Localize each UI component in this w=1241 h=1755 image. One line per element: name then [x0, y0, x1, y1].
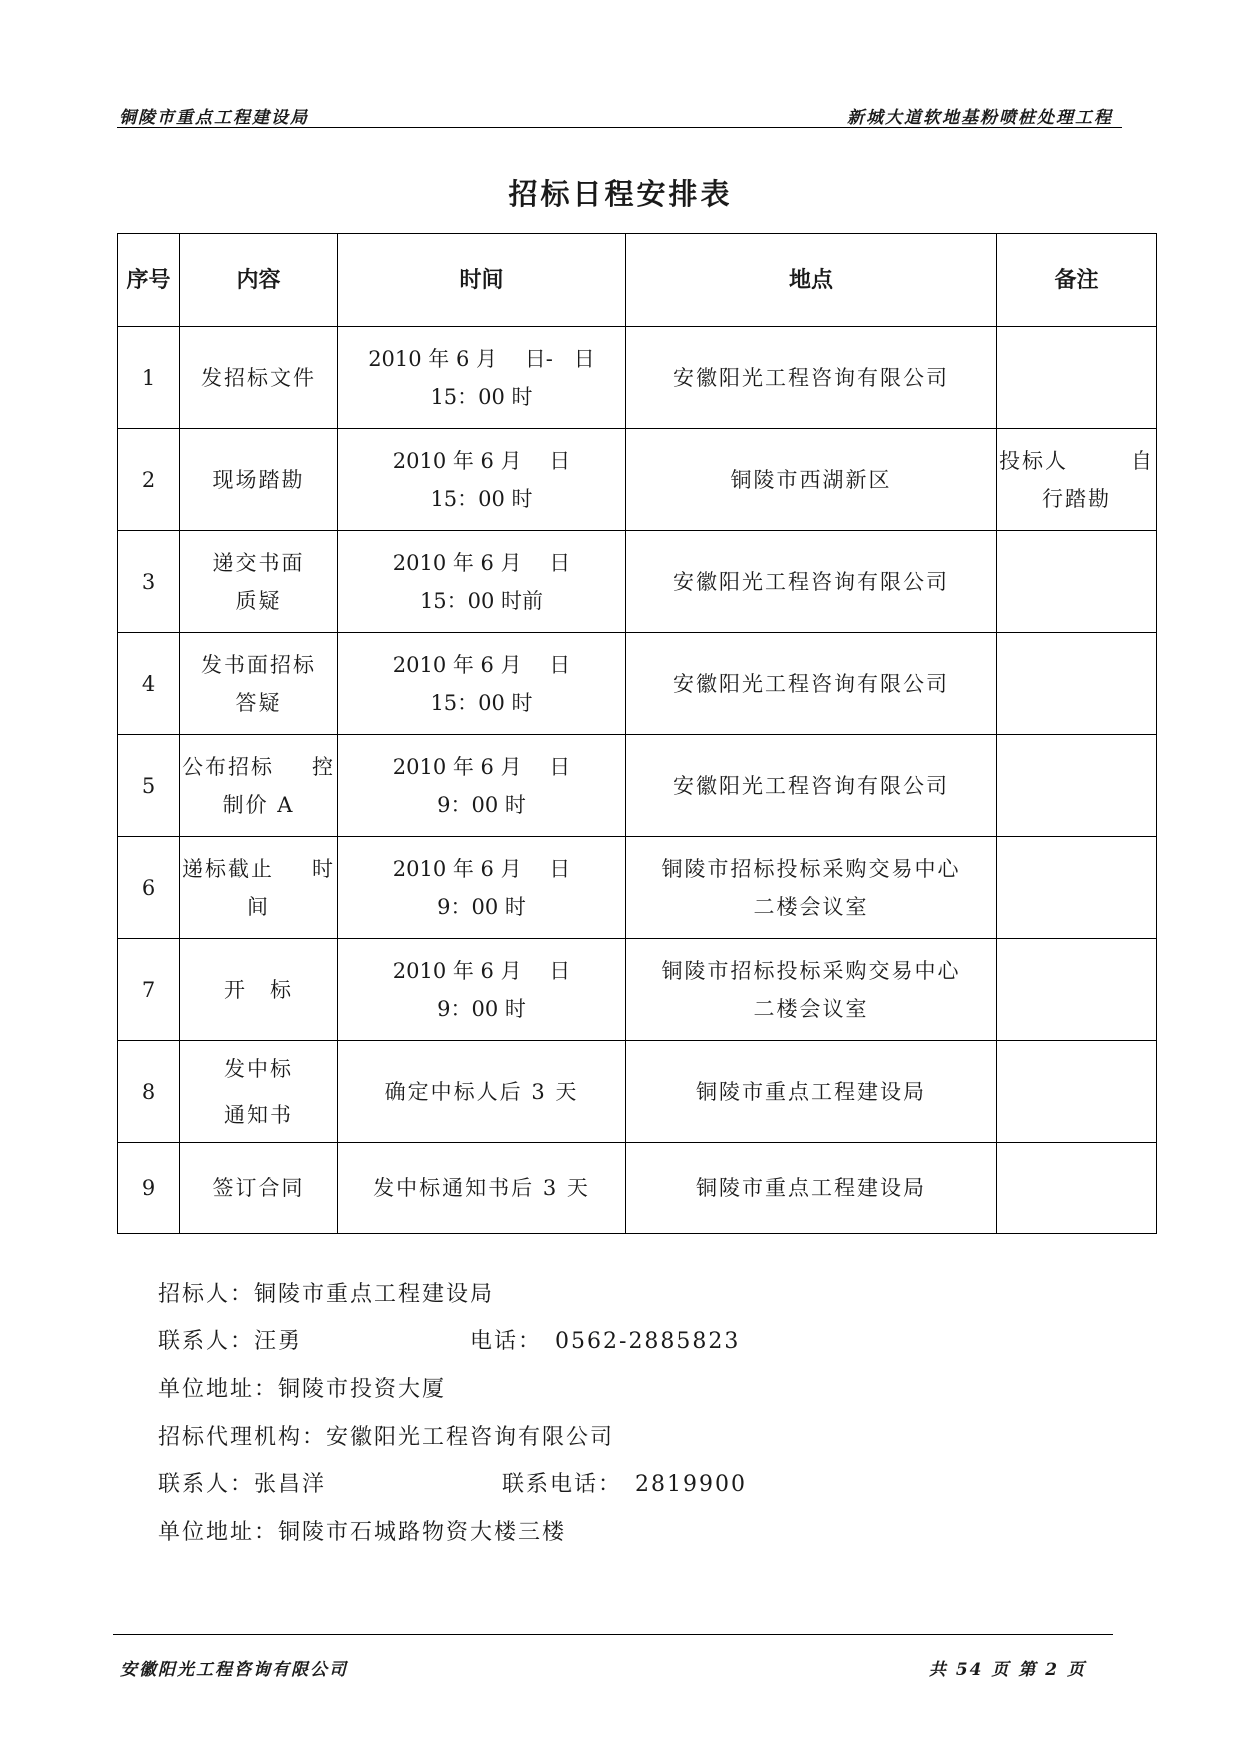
page-number: 共 54 页 第 2 页: [928, 1660, 1086, 1680]
row-note: [997, 735, 1157, 837]
address-line-2: 单位地址：铜陵市石城路物资大楼三楼: [158, 1520, 567, 1545]
note-line-1: [997, 442, 1156, 480]
row-no: 1: [118, 327, 180, 429]
content-line: 间: [247, 894, 270, 919]
row-no: 8: [118, 1041, 180, 1143]
table-row: [118, 939, 1157, 1041]
row-content: [180, 735, 338, 837]
table-row: [118, 429, 1157, 531]
row-time: [338, 429, 626, 531]
row-content: [180, 531, 338, 633]
table-row: [118, 735, 1157, 837]
row-content: 签订合同: [180, 1143, 338, 1234]
time-hour: 15：00 时前: [419, 588, 544, 613]
contact-name: 联系人：张昌洋: [158, 1472, 327, 1497]
row-place: 铜陵市重点工程建设局: [626, 1143, 997, 1234]
row-content: [180, 1041, 338, 1143]
contact-phone: 联系电话： 2819900: [502, 1472, 747, 1497]
row-no: 6: [118, 837, 180, 939]
header-divider: [117, 127, 1122, 128]
note-line-2: 行踏勘: [1042, 486, 1111, 511]
place-line: 二楼会议室: [753, 996, 869, 1021]
row-time: [338, 735, 626, 837]
header-place: 地点: [626, 234, 997, 327]
content-text: 公布招标: [182, 754, 274, 779]
row-time: [338, 939, 626, 1041]
row-time: [338, 531, 626, 633]
page-title: 招标日程安排表: [508, 177, 733, 211]
row-time: [338, 633, 626, 735]
row-place: 安徽阳光工程咨询有限公司: [626, 633, 997, 735]
time-date: 2010 年 6 月 日: [392, 754, 571, 779]
time-date: 2010 年 6 月 日: [392, 550, 571, 575]
note-text: 自: [1131, 448, 1154, 473]
row-no: 4: [118, 633, 180, 735]
row-time: [338, 837, 626, 939]
row-time: 发中标通知书后 3 天: [338, 1143, 626, 1234]
row-place: 铜陵市重点工程建设局: [626, 1041, 997, 1143]
row-note: [997, 531, 1157, 633]
agency-line: 招标代理机构：安徽阳光工程咨询有限公司: [158, 1425, 615, 1450]
table-row: [118, 1041, 1157, 1143]
row-place: 安徽阳光工程咨询有限公司: [626, 327, 997, 429]
time-hour: 9：00 时: [437, 792, 526, 817]
content-line: [180, 748, 337, 786]
header-no: 序号: [118, 234, 180, 327]
content-line: 发书面招标: [201, 652, 316, 677]
row-place: 安徽阳光工程咨询有限公司: [626, 531, 997, 633]
content-text: 递标截止: [182, 856, 274, 881]
table-row: [118, 531, 1157, 633]
time-date: 2010 年 6 月 日: [392, 448, 571, 473]
row-no: 3: [118, 531, 180, 633]
tenderer-line: 招标人：铜陵市重点工程建设局: [158, 1282, 495, 1307]
footer-divider: [113, 1634, 1113, 1635]
row-note: [997, 837, 1157, 939]
row-note: [997, 327, 1157, 429]
row-place: 铜陵市西湖新区: [626, 429, 997, 531]
address-line-1: 单位地址：铜陵市投资大厦: [158, 1377, 447, 1402]
header-left: 铜陵市重点工程建设局: [119, 108, 309, 128]
row-no: 7: [118, 939, 180, 1041]
time-hour: 9：00 时: [437, 996, 526, 1021]
time-date: 2010 年 6 月 日: [392, 652, 571, 677]
contact-name: 联系人：汪勇: [158, 1329, 303, 1354]
row-no: 2: [118, 429, 180, 531]
table-row: [118, 327, 1157, 429]
table-row: [118, 633, 1157, 735]
row-content: [180, 837, 338, 939]
header-content: 内容: [180, 234, 338, 327]
time-hour: 15：00 时: [430, 384, 533, 409]
contact-line-2: [158, 1467, 747, 1498]
content-line: [180, 850, 337, 888]
row-place: [626, 837, 997, 939]
content-line: 质疑: [235, 588, 282, 613]
time-date: 2010 年 6 月 日- 日: [368, 346, 595, 371]
time-hour: 15：00 时: [430, 690, 533, 715]
place-line: 二楼会议室: [753, 894, 869, 919]
row-note: [997, 1143, 1157, 1234]
content-text: 控: [312, 754, 335, 779]
row-place: 安徽阳光工程咨询有限公司: [626, 735, 997, 837]
row-no: 9: [118, 1143, 180, 1234]
content-line: 通知书: [224, 1102, 293, 1127]
schedule-table: [117, 233, 1157, 1234]
table-row: [118, 1143, 1157, 1234]
row-place: [626, 939, 997, 1041]
row-note: [997, 633, 1157, 735]
place-line: 铜陵市招标投标采购交易中心: [661, 856, 961, 881]
time-hour: 15：00 时: [430, 486, 533, 511]
row-note: [997, 939, 1157, 1041]
row-note: [997, 429, 1157, 531]
content-line: 答疑: [235, 690, 282, 715]
place-line: 铜陵市招标投标采购交易中心: [661, 958, 961, 983]
time-hour: 9：00 时: [437, 894, 526, 919]
contact-line-1: [158, 1324, 740, 1355]
row-content: 开 标: [180, 939, 338, 1041]
header-right: 新城大道软地基粉喷桩处理工程: [847, 108, 1113, 128]
time-date: 2010 年 6 月 日: [392, 958, 571, 983]
row-content: [180, 633, 338, 735]
content-line: 递交书面: [212, 550, 305, 575]
header-time: 时间: [338, 234, 626, 327]
row-content: 发招标文件: [180, 327, 338, 429]
note-text: 投标人: [999, 448, 1068, 473]
contact-phone: 电话： 0562-2885823: [470, 1329, 741, 1354]
time-date: 2010 年 6 月 日: [392, 856, 571, 881]
table-row: [118, 837, 1157, 939]
content-line: 发中标: [224, 1056, 293, 1081]
row-time: 确定中标人后 3 天: [338, 1041, 626, 1143]
row-content: 现场踏勘: [180, 429, 338, 531]
row-time: [338, 327, 626, 429]
table-header-row: [118, 234, 1157, 327]
content-text: 时: [312, 856, 335, 881]
row-note: [997, 1041, 1157, 1143]
header-note: 备注: [997, 234, 1157, 327]
content-line: 制价 A: [222, 792, 295, 817]
footer-left: 安徽阳光工程咨询有限公司: [120, 1660, 348, 1680]
row-no: 5: [118, 735, 180, 837]
